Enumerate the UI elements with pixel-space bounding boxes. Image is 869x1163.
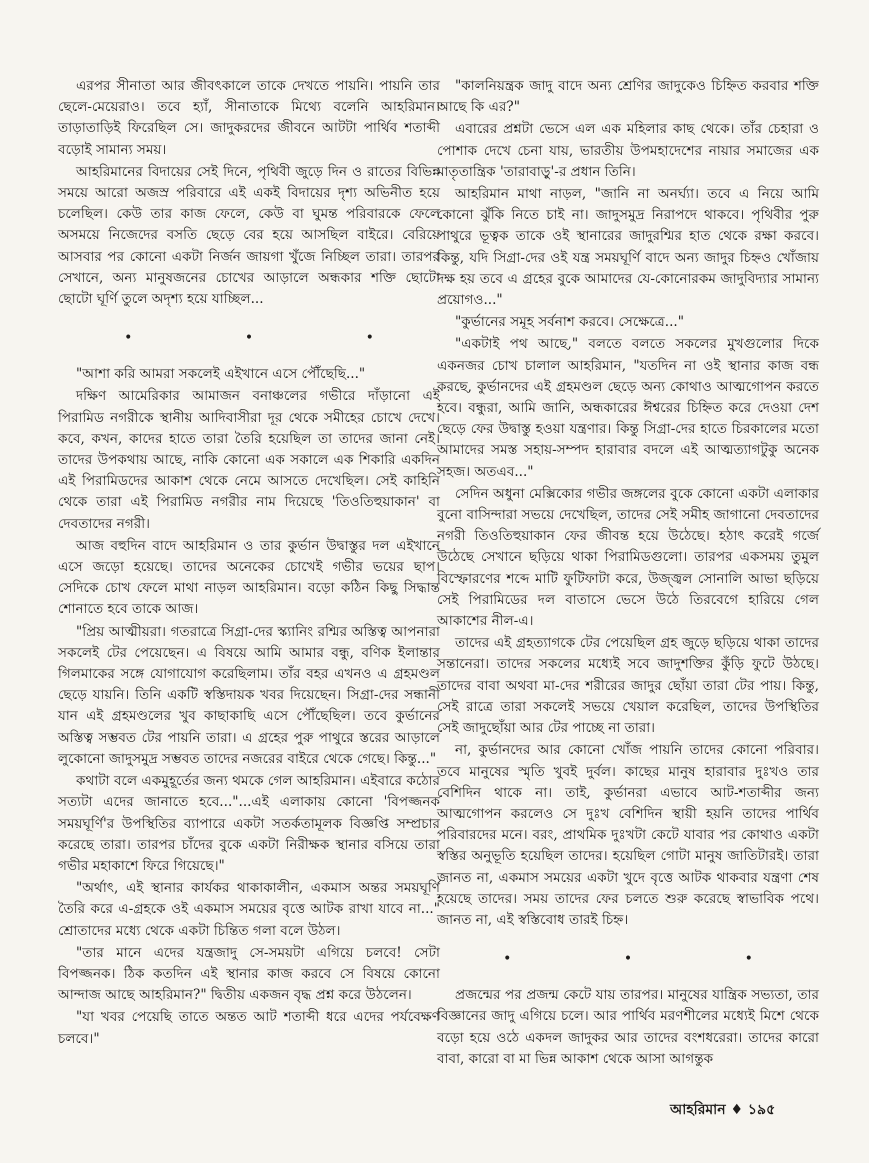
paragraph: "কালনিয়ন্ত্রক জাদু বাদে অন্য শ্রেণির জাদুকেও চিহ্নিত করবার শক্তি আছে কি এর?" <box>437 78 819 116</box>
right-column <box>437 76 819 1071</box>
paragraph: "যা খবর পেয়েছি তাতে অন্তত আট শতাব্দী ধরে এদের পর্যবেক্ষণ চলবে।" <box>58 1009 440 1047</box>
paragraph: আহরিমান মাথা নাড়ল, "জানি না অনর্ঘ্যা। তবে এ নিয়ে আমি কোনো ঝুঁকি নিতে চাই না। জাদুসমুদ্র নিরাপদে থাকবে। পৃথিবীর পুরু পাথুরে ভূত্বক তাকে ওই স্থানারের জাদুরশ্মির হাত থেকে রক্ষা করবে। কিন্তু, যদি সিগ্রা-দের ওই যন্ত্র সময়ঘূর্ণি বাদে অন্য জাদুর চিহ্নও খোঁজায় দক্ষ হয় তবে এ গ্রহের বুকে আমাদের যে-কোনোরকম জাদুবিদ্যার সামান্য প্রয়োগও..." <box>437 186 819 309</box>
paragraph: "কুর্ভানের সমূহ সর্বনাশ করবে। সেক্ষেত্রে..." <box>455 314 684 331</box>
paragraph: সেদিন অধুনা মেক্সিকোর গভীর জঙ্গলের বুকে কোনো একটা এলাকার বুনো বাসিন্দারা সভয়ে দেখেছিল, তাদের সেই সমীহ জাগানো দেবতাদের নগরী তিওতিহুয়াকান ফের জীবন্ত হয়ে উঠেছে। হঠাৎ করেই গর্জে উঠেছে সেখানে ছড়িয়ে থাকা পিরামিডগুলো। তারপর একসময় তুমুল বিস্ফোরণের শব্দে মাটি ফুটিফাটা করে, উজ্জ্বল সোনালি আভা ছড়িয়ে সেই পিরামিডের দল বাতাসে ভেসে উঠে তিরবেগে হারিয়ে গেল আকাশের নীল-এ। <box>437 485 819 630</box>
paragraph: কথাটা বলে একমুহূর্তের জন্য থমকে গেল আহরিমান। এইবারে কঠোর সত্যটা এদের জানাতে হবে..."...এই এলাকায় কোনো 'বিপজ্জনক সময়ঘূর্ণি'র উপস্থিতির ব্যাপারে একটা সতর্কতামূলক বিজ্ঞপ্তি সম্প্রচার করেছে তারা। তারপর চাঁদের বুকে একটা নিরীক্ষক স্থানার বসিয়ে তারা গভীর মহাকাশে ফিরে গিয়েছে।" <box>58 773 440 874</box>
running-title: আহরিমান <box>670 1102 726 1118</box>
section-separator: • • • <box>124 330 428 347</box>
page-number: ১৯৫ <box>747 1102 776 1118</box>
paragraph: আজ বহুদিন বাদে আহরিমান ও তার কুর্ভান উদ্বাস্তুর দল এইখানে এসে জড়ো হয়েছে। তাদের অনেকের চোখেই গভীর ভয়ের ছাপ। সেদিকে চোখ ফেলে মাথা নাড়ল আহরিমান। বড়ো কঠিন কিছু সিদ্ধান্ত শোনাতে হবে তাকে আজ। <box>58 537 440 618</box>
paragraph: "তার মানে এদের যন্ত্রজাদু সে-সময়টা এগিয়ে চলবে! সেটা বিপজ্জনক। ঠিক কতদিন এই স্থানার কাজ করবে সে বিষয়ে কোনো আন্দাজ আছে আহরিমান?" দ্বিতীয় একজন বৃদ্ধ প্রশ্ন করে উঠলেন। <box>58 944 440 1004</box>
page-footer <box>670 1098 775 1122</box>
paragraph: "আশা করি আমরা সকলেই এইখানে এসে পৌঁছেছি..." <box>76 366 366 383</box>
paragraph: দক্ষিণ আমেরিকার আমাজন বনাঞ্চলের গভীরে দাঁড়ানো এই পিরামিড নগরীকে স্থানীয় আদিবাসীরা দূর থেকে সমীহের চোখে দেখে। কবে, কখন, কাদের হাতে তারা তৈরি হয়েছিল তা তাদের জানা নেই। তাদের উপকথায় আছে, নাকি কোনো এক সকালে এক শিকারি একদিন এই পিরামিডদের আকাশ থেকে নেমে আসতে দেখেছিল। সেই কাহিনি থেকে তারা এই পিরামিড নগরীর নাম দিয়েছে 'তিওতিহুয়াকান' বা দেবতাদের নগরী। <box>58 388 440 532</box>
section-separator: • • • <box>503 951 807 968</box>
paragraph: "প্রিয় আত্মীয়রা। গতরাত্রে সিগ্রা-দের স্ক্যানিং রশ্মির অস্তিত্ব আপনারা সকলেই টের পেয়েছেন। এ বিষয়ে আমি আমার বন্ধু, বণিক ইলান্তার গিলমাকের সঙ্গে যোগাযোগ করেছিলাম। তাঁর বহর এখনও এ গ্রহমণ্ডল ছেড়ে যায়নি। তিনি একটি স্বস্তিদায়ক খবর দিয়েছেন। সিগ্রা-দের সন্ধানী যান এই গ্রহমণ্ডলের খুব কাছাকাছি এসে পৌঁছেছিল। তবে কুর্ভানের অস্তিত্ব সম্ভবত টের পায়নি তারা। এ গ্রহের পুরু পাথুরে স্তরের আড়ালে লুকোনো জাদুসমুদ্র সম্ভবত তাদের নজরের বাইরে থেকে গেছে। কিন্তু..." <box>58 623 440 767</box>
paragraph: তাদের এই গ্রহত্যাগকে টের পেয়েছিল গ্রহ জুড়ে ছড়িয়ে থাকা তাদের সন্তানেরা। তাদের সকলের মধ্যেই সবে জাদুশক্তির কুঁড়ি ফুটে উঠছে। তাদের বাবা অথবা মা-দের শরীরের জাদুর ছোঁয়া তারা টের পায়। কিন্তু, সেই রাত্রে তারা সকলেই সভয়ে খেয়াল করেছিল, তাদের উপস্থিতির সেই জাদুছোঁয়া আর টের পাচ্ছে না তারা। <box>437 635 819 737</box>
paragraph: আহরিমানের বিদায়ের সেই দিনে, পৃথিবী জুড়ে দিন ও রাতের বিভিন্ন সময়ে আরো অজস্র পরিবারে এই একই বিদায়ের দৃশ্য অভিনীত হয়ে চলেছিল। কেউ তার কাজ ফেলে, কেউ বা ঘুমন্ত পরিবারকে ফেলে অসময়ে নিজেদের বসতি ছেড়ে বের হয়ে আসছিল বাইরে। বেরিয়ে আসবার পর কোনো একটা নির্জন জায়গা খুঁজে নিচ্ছিল তারা। তারপর সেখানে, অন্য মানুষজনের চোখের আড়ালে অন্ধকার শক্তি ছোটো ছোটো ঘূর্ণি তুলে অদৃশ্য হয়ে যাচ্ছিল... <box>58 163 440 308</box>
diamond-icon: ♦ <box>730 1102 744 1118</box>
left-column <box>58 76 440 1051</box>
paragraph: এবারের প্রশ্নটা ভেসে এল এক মহিলার কাছ থেকে। তাঁর চেহারা ও পোশাক দেখে চেনা যায়, ভারতীয় উপমহাদেশের নায়ার সমাজের এক মাতৃতান্ত্রিক 'তারাবাড়ু'-র প্রধান তিনি। <box>437 121 819 180</box>
paragraph: "অর্থাৎ, এই স্থানার কার্যকর থাকাকালীন, একমাস অন্তর সময়ঘূর্ণি তৈরি করে এ-গ্রহকে ওই একমাস সময়ের বৃত্তে আটক রাখা যাবে না..." শ্রোতাদের মধ্যে থেকে একটা চিন্তিত গলা বলে উঠল। <box>58 880 440 939</box>
paragraph: "একটাই পথ আছে," বলতে বলতে সকলের মুখগুলোর দিকে একনজর চোখ চালাল আহরিমান, "যতদিন না ওই স্থানার কাজ বন্ধ করছে, কুর্ভানদের এই গ্রহমণ্ডল ছেড়ে অন্য কোথাও আত্মগোপন করতে হবে। বন্ধুরা, আমি জানি, অন্ধকারের ঈশ্বরের চিহ্নিত করে দেওয়া দেশ ছেড়ে ফের উদ্বাস্তু হওয়া যন্ত্রণার। কিন্তু সিগ্রা-দের হাতে চিরকালের মতো আমাদের সমস্ত সহায়-সম্পদ হারাবার বদলে এই আত্মত্যাগটুকু অনেক সহজ। অতএব..." <box>437 336 819 480</box>
paragraph: না, কুর্ভানদের আর কোনো খোঁজ পায়নি তাদের কোনো পরিবার। তবে মানুষের স্মৃতি খুবই দুর্বল। কাছের মানুষ হারাবার দুঃখও তার বেশিদিন থাকে না। তাই, কুর্ভানরা এভাবে আট-শতাব্দীর জন্য আত্মগোপন করলেও সে দুঃখ বেশিদিন স্থায়ী হয়নি তাদের পার্থিব পরিবারদের মনে। বরং, প্রাথমিক দুঃখটা কেটে যাবার পর কোথাও একটা স্বস্তির অনুভূতি হয়েছিল তাদের। হয়েছিল গোটা মানুষ জাতিটারই। তারা জানত না, একমাস সময়ের একটা খুদে বৃত্তে আটক থাকবার যন্ত্রণা শেষ হয়েছে তাদের। সময় তাদের ফের চলতে শুরু করেছে স্বাভাবিক পথে। জানত না, এই স্বস্তিবোধ তারই চিহ্ন। <box>437 742 819 928</box>
paragraph: এরপর সীনাতা আর জীবৎকালে তাকে দেখতে পায়নি। পায়নি তার ছেলে-মেয়েরাও। তবে হ্যাঁ, সীনাতাকে মিথ্যে বলেনি আহরিমান। তাড়াতাড়িই ফিরেছিল সে। জাদুকরদের জীবনে আটটা পার্থিব শতাব্দী বড়োই সামান্য সময়। <box>58 78 440 158</box>
paragraph: প্রজন্মের পর প্রজন্ম কেটে যায় তারপর। মানুষের যান্ত্রিক সভ্যতা, তার বিজ্ঞানের জাদু এগিয়ে চলে। আর পার্থিব মরণশীলের মধ্যেই মিশে থেকে বড়ো হয়ে ওঠে একদল জাদুকর আর তাদের বংশধরেরা। তাদের কারো বাবা, কারো বা মা ভিন্ন আকাশ থেকে আসা আগন্তুক <box>437 987 819 1067</box>
